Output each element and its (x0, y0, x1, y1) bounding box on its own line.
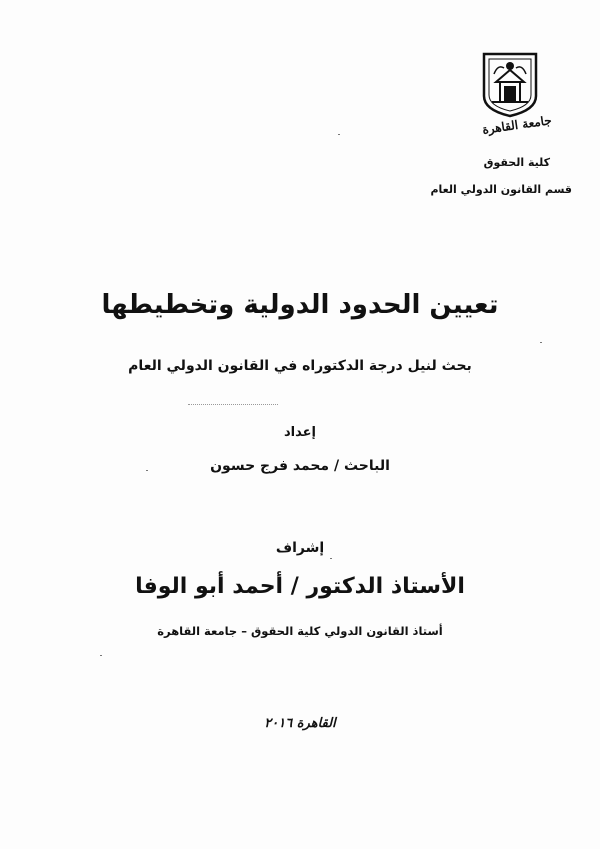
university-seal-icon (480, 52, 540, 118)
supervision-label: إشراف (275, 540, 325, 556)
dotted-divider (188, 404, 278, 405)
place-and-year: القاهرة ٢٠١٦ (264, 716, 336, 731)
scan-speck (330, 558, 332, 559)
department-name: قسم القانون الدولي العام (430, 183, 572, 196)
faculty-name: كلية الحقوق (483, 156, 550, 169)
logo-caption: جامعة القاهرة (481, 113, 553, 137)
university-logo (466, 52, 570, 148)
researcher-name: الباحث / محمد فرج حسون (210, 458, 390, 474)
thesis-title: تعيين الحدود الدولية وتخطيطها (101, 290, 499, 320)
scan-speck (338, 134, 340, 135)
supervisor-role: أستاذ القانون الدولي كلية الحقوق – جامعة القاهرة (157, 624, 443, 638)
scan-speck (146, 470, 148, 471)
thesis-subtitle: بحث لنيل درجة الدكتوراه في القانون الدولي العام (128, 358, 472, 374)
scan-speck (540, 342, 542, 343)
supervisor-name: الأستاذ الدكتور / أحمد أبو الوفا (135, 574, 465, 599)
prepared-by-label: إعداد (284, 425, 316, 440)
scan-speck (100, 655, 102, 656)
